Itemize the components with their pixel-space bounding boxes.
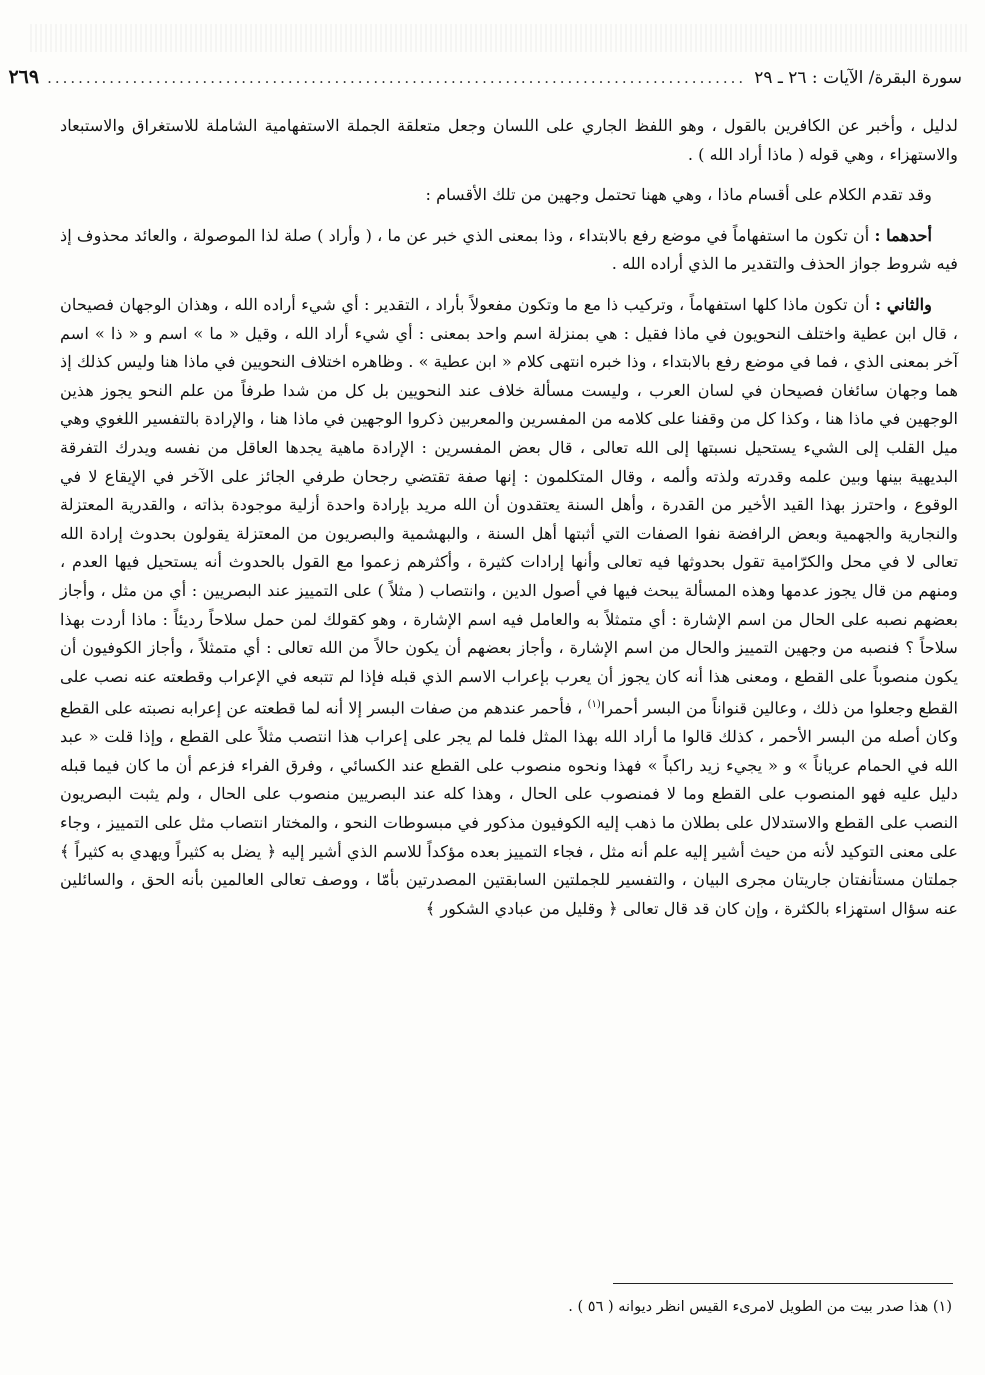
paragraph-text: لدليل ، وأخبر عن الكافرين بالقول ، وهو اللفظ الجاري على اللسان وجعل متعلقة الجملة الاستفهامية الشاملة للاستغراق والاستبعاد والاستهزاء ، وهي قوله ( ماذا أراد الله ) . [60, 116, 958, 164]
footnote: (١) هذا صدر بيت من الطويل لامرىء القيس انظر ديوانه ( ٥٦ ) . [568, 1299, 952, 1315]
paragraph-text: أن تكون ما استفهاماً في موضع رفع بالابتداء ، وذا بمعنى الذي خبر عن ما ، ( وأراد ) صلة لذا الموصولة ، والعائد محذوف إذ فيه شروط جواز الحذف والتقدير ما الذي أراده الله . [60, 225, 958, 274]
paragraph-text: أن تكون ماذا كلها استفهاماً ، وتركيب ذا مع ما وتكون مفعولاً بأراد ، التقدير : أي شيء أراده الله ، وهذان الوجهان فصيحان ، قال ابن عطية واختلف النحويون في ماذا فقيل : هي بمنزلة اسم واحد بمعنى : أي شيء أراد الله ، وقيل « ما » اسم و « ذا » اسم آخر بمعنى الذي ، فما في موضع رفع بالابتداء ، وذا خبره انتهى كلام « ابن عطية » . وظاهره اختلاف النحويين في ماذا هنا وليس كذلك إذ هما وجهان سائغان فصيحان في لسان العرب ، وليست مسألة خلاف عند النحويين بل كل من شدا طرفاً من علم النحو يجوز هذين الوجهين في ماذا هنا ، وكذا كل من وقفنا على كلامه من المفسرين والمعربين ذكروا الوجهين في ماذا هنا ، والإرادة بالتفسير اللغوي وهي ميل القلب إلى الشيء يستحيل نسبتها إلى الله تعالى ، قال بعض المفسرين : الإرادة ماهية يجدها العاقل من نفسه ويدرك التفرقة البديهية بينها وبين علمه وقدرته ولذته وألمه ، وقال المتكلمون : إنها صفة تقتضي رجحان طرفي الجائز على الآخر في الإيقاع لا في الوقوع ، واحترز بهذا القيد الأخير من القدرة ، وأهل السنة يعتقدون أن الله مريد بإرادة واحدة أزلية موجودة بذاته ، والقدرية المعتزلة والنجارية والجهمية وبعض الرافضة نفوا الصفات التي أثبتها أهل السنة ، والبهشمية والبصريون من المعتزلة يقولون بحدوث إرادة الله تعالى لا في محل والكرّامية تقول بحدوثها فيه تعالى وأنها إرادات كثيرة ، وأكثرهم زعموا مع القول بالحدوث أنه يستحيل فيها العدم ، ومنهم من قال يجوز عدمها وهذه المسألة يبحث فيها في أصول الدين ، وانتصاب ( مثلاً ) على التمييز عند البصريين : أي من مثل ، وأجاز بعضهم نصبه على الحال من اسم الإشارة : أي متمثلاً به والعامل فيه اسم الإشارة ، وهو كقولك لمن حمل سلاحاً رديئاً : ماذا أردت بهذا سلاحاً ؟ فنصبه من وجهين التمييز والحال من اسم الإشارة ، وأجاز بعضهم أن يكون حالاً من الله تعالى : أي متمثلاً ، وأجاز الكوفيون أن يكون منصوباً على القطع ، ومعنى هذا أنه كان يجوز أن يعرب بإعراب الاسم الذي قبله فإذا لم تتبعه في الإعراب وقطعته عنه نصب على القطع وجعلوا من ذلك ، وعالين قنواناً من البسر أحمرا [60, 294, 958, 718]
surah-title: سورة البقرة/ الآيات : ٢٦ ـ ٢٩ [754, 68, 962, 88]
paragraph-lead: والثاني : [874, 294, 932, 314]
body-text [60, 112, 958, 923]
page-number: ٢٦٩ [8, 66, 40, 88]
paragraph-lead: أحدهما : [874, 225, 932, 245]
footnote-reference[interactable]: (١) [587, 699, 601, 711]
paragraph-text-continued: ، فأحمر عندهم من صفات البسر إلا أنه لما قطعته عن إعرابه نصبته على القطع وكان أصله من البسر الأحمر ، كذلك قالوا ما أراد الله بهذا المثل فلما لم يجر على إعراب هذا انتصب مثلاً على القطع ، وإذا قلت « عبد الله في الحمام عرياناً » و « يجيء زيد راكباً » فهذا ونحوه منصوب على القطع عند الكسائي ، وفرق الفراء فزعم أن ما كان فيما قبله دليل عليه فهو المنصوب على القطع وما لا فمنصوب على الحال ، وهذا كله عند البصريين منصوب على الحال ، ولم يثبت البصريون النصب على القطع والاستدلال على بطلان ما ذهب إليه الكوفيون مذكور في مبسوطات النحو ، والمختار انتصاب مثل على التمييز ، وجاء على معنى التوكيد لأنه من حيث أشير إليه علم أنه مثل ، فجاء التمييز بعده مؤكداً للاسم الذي أشير إليه ﴿ يضل به كثيراً ويهدي به كثيراً ﴾ جملتان مستأنفتان جاريتان مجرى البيان ، والتفسير للجملتين السابقتين المصدرتين بأمّا ، ووصف تعالى العالمين بأنه الحق ، والسائلين عنه سؤال استهزاء بالكثرة ، وإن كان قد قال تعالى ﴿ وقليل من عبادي الشكور ﴾ [60, 698, 958, 918]
paragraph [60, 222, 958, 279]
running-header [8, 66, 962, 100]
paragraph [60, 291, 958, 923]
paragraph [60, 181, 958, 210]
paragraph-text: وقد تقدم الكلام على أقسام ماذا ، وهي ههنا تحتمل وجهين من تلك الأقسام : [425, 185, 932, 205]
header-leader-dots: .......................................................................................... [47, 69, 747, 87]
scan-artifact [30, 24, 970, 52]
paragraph [60, 112, 958, 169]
footnote-divider [613, 1283, 953, 1284]
